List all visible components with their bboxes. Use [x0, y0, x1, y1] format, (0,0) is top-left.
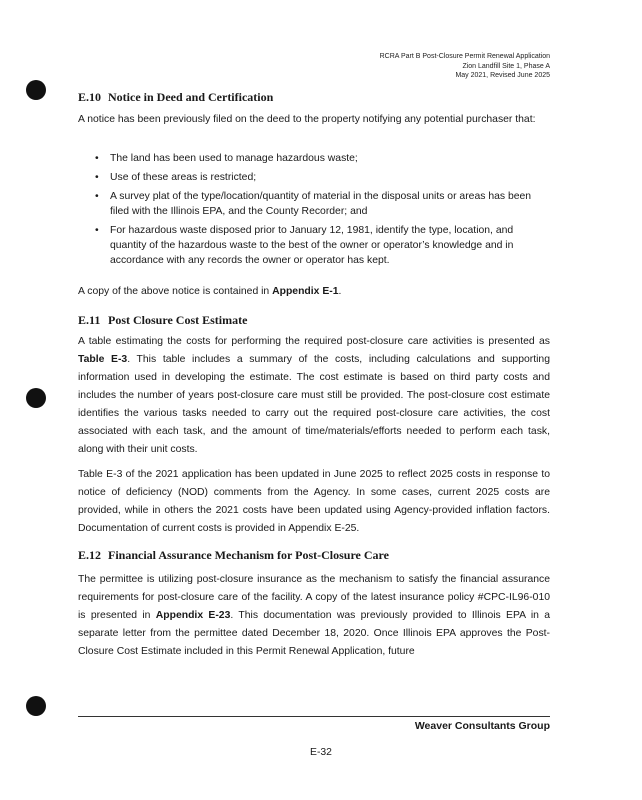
e10-closing — [78, 283, 550, 301]
text: . This documentation was previously provided to Illinois EPA in a separate letter from the permittee dated December 18, 2020. Once Illinois EPA approves the Post-Closure Cost Estimate included in this Permit Renewal Application, future — [78, 610, 551, 657]
text: . — [338, 286, 342, 297]
binder-hole-top — [26, 80, 46, 100]
section-heading-e10 — [78, 90, 273, 105]
section-heading-e11 — [78, 313, 247, 328]
text: . This table includes a summary of the costs, including calculations and supporting information used in developing the estimate. The cost estimate is based on third party costs and includes the number of years post-closure care must still be provided. The post-closure cost estimate identifies the various tasks needed to carry out the required post-closure care activities, the cost associated with each task, and the amount of time/materials/efforts needed to perform each task, along with their unit costs. — [78, 354, 550, 455]
text: The permittee is utilizing post-closure insurance as the mechanism to satisfy the financial assurance requirements for post-closure care of the facility. A copy of the latest insurance policy #CPC-IL96-010 is presented in — [78, 574, 550, 621]
header-line-2: Zion Landfill Site 1, Phase A — [462, 62, 550, 70]
section-title: Financial Assurance Mechanism for Post-Closure Care — [108, 548, 389, 562]
section-title: Post Closure Cost Estimate — [108, 313, 248, 327]
footer-organization: Weaver Consultants Group — [414, 720, 550, 732]
list-item: • The land has been used to manage hazardous waste; — [78, 151, 550, 166]
table-ref: Table E-3 — [78, 354, 128, 365]
e10-bullet-list — [78, 151, 550, 272]
section-number: E.10 — [78, 90, 102, 104]
section-number: E.11 — [78, 313, 101, 327]
text: A copy of the above notice is contained in — [78, 286, 273, 297]
appendix-ref: Appendix E-23 — [155, 610, 231, 621]
text: A table estimating the costs for performing the required post-closure care activities is presented as — [78, 336, 550, 347]
running-header — [380, 52, 550, 81]
header-line-1: RCRA Part B Post-Closure Permit Renewal Application — [379, 53, 550, 60]
section-heading-e12 — [78, 548, 389, 563]
binder-hole-middle — [26, 388, 46, 408]
e11-paragraph-1 — [78, 333, 550, 459]
header-line-3: May 2021, Revised June 2025 — [455, 72, 550, 79]
section-number: E.12 — [78, 548, 102, 562]
e11-paragraph-2: Table E-3 of the 2021 application has been updated in June 2025 to reflect 2025 costs in response to notice of deficiency (NOD) comments from the Agency. In some cases, current 2025 costs are provided, while in others the 2021 costs have been updated using Agency-provided inflation factors. Documentation of current costs is provided in Appendix E-25. — [78, 469, 550, 534]
e10-intro: A notice has been previously filed on the deed to the property notifying any potential purchaser that: — [78, 114, 536, 125]
section-title: Notice in Deed and Certification — [108, 90, 274, 104]
list-item: • Use of these areas is restricted; — [78, 170, 550, 185]
e12-paragraph-1 — [78, 571, 550, 661]
binder-hole-bottom — [26, 696, 46, 716]
list-item: • A survey plat of the type/location/quantity of material in the disposal units or areas has been filed with the Illinois EPA, and the County Recorder; and — [78, 189, 550, 219]
list-item: • For hazardous waste disposed prior to January 12, 1981, identify the type, location, and quantity of the hazardous waste to the best of the owner or operator’s knowledge and in accordance with any records the owner or operator has kept. — [78, 223, 550, 268]
page-number: E-32 — [310, 747, 332, 758]
appendix-ref: Appendix E-1 — [272, 286, 339, 297]
footer-rule — [78, 716, 550, 717]
